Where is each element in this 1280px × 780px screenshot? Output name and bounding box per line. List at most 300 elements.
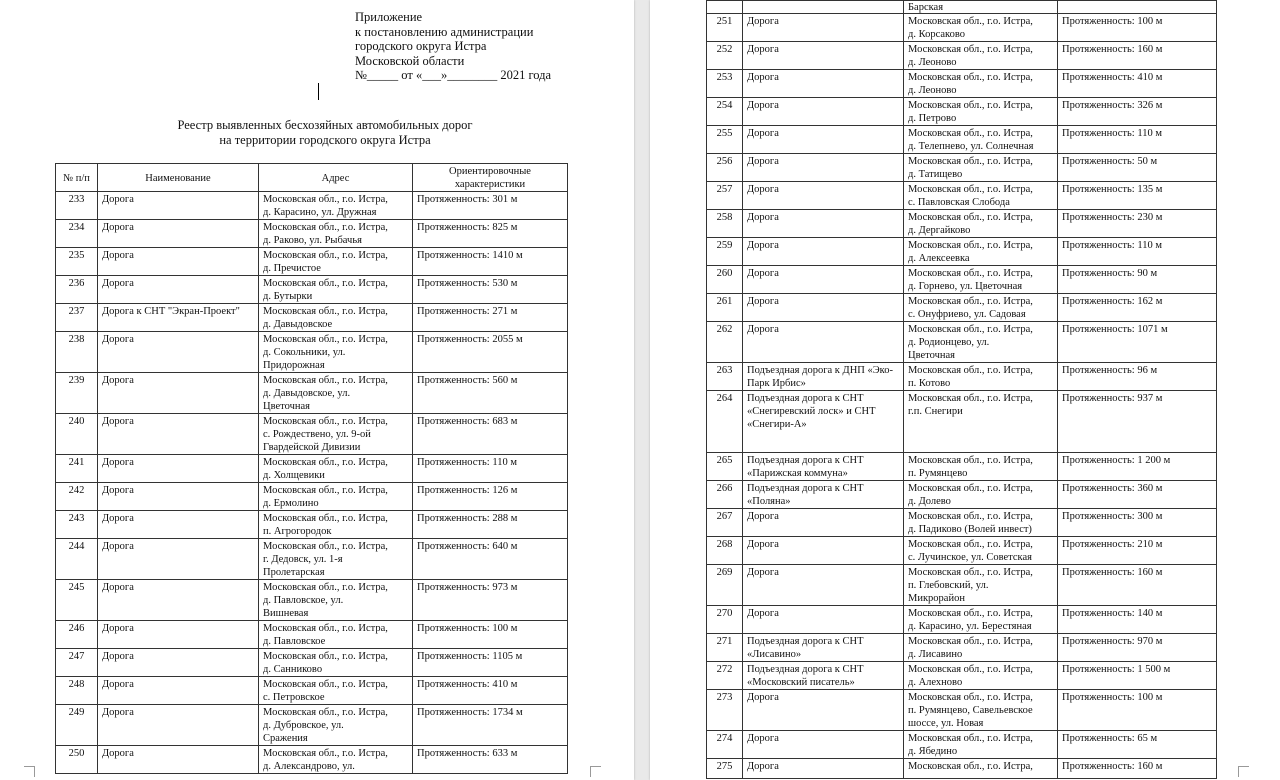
road-name-text: Дорога (747, 511, 779, 522)
table-row (56, 304, 568, 332)
header-line: №_____ от «___»________ 2021 года (355, 68, 552, 82)
table-cell (1058, 1, 1217, 14)
road-length-text: Протяженность: 360 м (1062, 483, 1163, 494)
road-name (98, 621, 259, 649)
road-name (743, 565, 904, 606)
address-line: Московская обл., г.о. Истра, (908, 692, 1033, 703)
road-address (904, 537, 1058, 565)
road-length (1058, 154, 1217, 182)
address-line: Московская обл., г.о. Истра, (908, 240, 1033, 251)
road-name-text: Подъездная дорога к СНТ «Московский писатель» (747, 664, 864, 688)
road-length-text: Протяженность: 126 м (417, 485, 518, 496)
road-name (743, 154, 904, 182)
road-address (259, 414, 413, 455)
road-length (1058, 606, 1217, 634)
road-address (259, 511, 413, 539)
address-line: Вишневая (263, 608, 309, 619)
address-line: Московская обл., г.о. Истра, (908, 664, 1033, 675)
road-length-text: Протяженность: 100 м (417, 623, 518, 634)
address-line: Московская обл., г.о. Истра, (263, 222, 388, 233)
road-length-text: Протяженность: 110 м (1062, 128, 1162, 139)
address-line: Московская обл., г.о. Истра, (263, 334, 388, 345)
address-line: п. Котово (908, 378, 951, 389)
address-line: п. Глебовский, ул. (908, 580, 989, 591)
address-line: с. Павловская Слобода (908, 197, 1010, 208)
road-length-text: Протяженность: 301 м (417, 194, 518, 205)
road-name-text: Дорога к СНТ "Экран-Проект" (102, 306, 240, 317)
row-number (707, 565, 743, 606)
road-length (1058, 731, 1217, 759)
road-length-text: Протяженность: 1105 м (417, 651, 523, 662)
road-length-text: Протяженность: 160 м (1062, 44, 1163, 55)
row-number-text: 234 (68, 222, 85, 233)
row-number-text: 265 (716, 455, 733, 466)
road-name (98, 511, 259, 539)
road-address (904, 238, 1058, 266)
address-line: Московская обл., г.о. Истра, (908, 100, 1033, 111)
road-name-text: Дорога (747, 733, 779, 744)
road-length-text: Протяженность: 230 м (1062, 212, 1163, 223)
address-line: д. Карасино, ул. Дружная (263, 207, 377, 218)
address-line: д. Холщевики (263, 470, 325, 481)
address-line: д. Давыдовское (263, 319, 333, 330)
table-row (56, 248, 568, 276)
table-row (707, 14, 1217, 42)
road-length (1058, 509, 1217, 537)
row-number (707, 14, 743, 42)
row-number-text: 264 (716, 393, 733, 404)
road-name-text: Дорога (747, 539, 779, 550)
address-line: д. Телепнево, ул. Солнечная (908, 141, 1034, 152)
row-number-text: 244 (68, 541, 85, 552)
road-length (1058, 565, 1217, 606)
row-number-text: 270 (716, 608, 733, 619)
row-number-text: 275 (716, 761, 733, 772)
row-number-text: 274 (716, 733, 733, 744)
road-length-text: Протяженность: 937 м (1062, 393, 1163, 404)
address-line: Московская обл., г.о. Истра, (908, 608, 1033, 619)
address-line: д. Горнево, ул. Цветочная (908, 281, 1023, 292)
address-line: Московская обл., г.о. Истра, (263, 485, 388, 496)
road-length-text: Протяженность: 326 м (1062, 100, 1163, 111)
road-name-text: Дорога (102, 651, 134, 662)
road-address (904, 509, 1058, 537)
table-row (707, 453, 1217, 481)
table-row (56, 705, 568, 746)
address-line: д. Корсаково (908, 29, 965, 40)
address-line: Московская обл., г.о. Истра, (263, 194, 388, 205)
road-name-text: Дорога (102, 416, 134, 427)
road-address (904, 565, 1058, 606)
header-line: городского округа Истра (355, 39, 487, 53)
registry-table-left (55, 163, 568, 774)
road-address (259, 746, 413, 774)
row-number-text: 261 (716, 296, 733, 307)
road-length-text: Протяженность: 1734 м (417, 707, 523, 718)
row-number-text: 253 (716, 72, 733, 83)
road-name-text: Дорога (102, 582, 134, 593)
row-number-text: 263 (716, 365, 733, 376)
row-number (707, 98, 743, 126)
row-number (707, 731, 743, 759)
road-address (259, 539, 413, 580)
road-name (743, 363, 904, 391)
road-length-text: Протяженность: 90 м (1062, 268, 1158, 279)
address-line: Московская обл., г.о. Истра, (908, 184, 1033, 195)
road-length-text: Протяженность: 410 м (1062, 72, 1163, 83)
address-line: с. Лучинское, ул. Советская (908, 552, 1032, 563)
address-line: д. Родионцево, ул. (908, 337, 990, 348)
address-line: Московская обл., г.о. Истра, (908, 212, 1033, 223)
road-name-text: Дорога (747, 128, 779, 139)
appendix-header (355, 10, 551, 83)
table-row (707, 42, 1217, 70)
road-name (743, 70, 904, 98)
road-length-text: Протяженность: 300 м (1062, 511, 1163, 522)
road-name (743, 662, 904, 690)
road-length-text: Протяженность: 683 м (417, 416, 518, 427)
road-name (98, 304, 259, 332)
row-number (707, 363, 743, 391)
continued-fragment: Барская (908, 2, 944, 13)
road-length (413, 649, 568, 677)
table-row (56, 649, 568, 677)
road-length-text: Протяженность: 160 м (1062, 567, 1163, 578)
road-name-text: Подъездная дорога к СНТ «Снегиревский лоск» и СНТ «Снегири-А» (747, 393, 876, 430)
address-line: Московская обл., г.о. Истра, (263, 748, 388, 759)
road-name-text: Дорога (747, 16, 779, 27)
address-line: Цветочная (908, 350, 955, 361)
row-number (56, 414, 98, 455)
row-number-text: 262 (716, 324, 733, 335)
road-name-text: Дорога (102, 485, 134, 496)
road-address (259, 455, 413, 483)
road-name (98, 276, 259, 304)
road-name-text: Дорога (747, 567, 779, 578)
road-length-text: Протяженность: 100 м (1062, 692, 1163, 703)
road-address (904, 690, 1058, 731)
table-row (707, 606, 1217, 634)
road-address (259, 580, 413, 621)
road-length-text: Протяженность: 288 м (417, 513, 518, 524)
row-number-text: 257 (716, 184, 733, 195)
road-name (743, 634, 904, 662)
header-line: к постановлению администрации (355, 24, 534, 39)
row-number-text: 241 (68, 457, 85, 468)
road-address (904, 481, 1058, 509)
row-number (707, 238, 743, 266)
row-number-text: 252 (716, 44, 733, 55)
address-line: д. Ермолино (263, 498, 319, 509)
row-number-text: 239 (68, 375, 85, 386)
row-number (707, 154, 743, 182)
road-name (98, 414, 259, 455)
road-length (413, 304, 568, 332)
row-number-text: 258 (716, 212, 733, 223)
address-line: д. Давыдовское, ул. (263, 388, 351, 399)
text-cursor[interactable] (318, 83, 319, 100)
table-row (707, 182, 1217, 210)
road-length-text: Протяженность: 140 м (1062, 608, 1163, 619)
row-number (707, 537, 743, 565)
address-line: д. Раково, ул. Рыбачья (263, 235, 362, 246)
road-length-text: Протяженность: 96 м (1062, 365, 1158, 376)
road-length (413, 677, 568, 705)
road-length-text: Протяженность: 560 м (417, 375, 518, 386)
road-length (413, 483, 568, 511)
road-name (743, 322, 904, 363)
address-line: шоссе, ул. Новая (908, 718, 984, 729)
road-name (98, 677, 259, 705)
road-length-text: Протяженность: 110 м (1062, 240, 1162, 251)
address-line: Московская обл., г.о. Истра, (908, 324, 1033, 335)
table-cell (904, 1, 1058, 14)
address-line: Гвардейской Дивизии (263, 442, 361, 453)
address-line: Московская обл., г.о. Истра, (908, 733, 1033, 744)
road-name-text: Подъездная дорога к СНТ «Лисавино» (747, 636, 864, 660)
table-row (56, 455, 568, 483)
road-address (904, 322, 1058, 363)
row-number-text: 233 (68, 194, 85, 205)
road-address (904, 154, 1058, 182)
address-line: д. Леоново (908, 57, 957, 68)
road-name-text: Дорога (747, 324, 779, 335)
row-number (707, 210, 743, 238)
row-number (707, 634, 743, 662)
road-address (904, 126, 1058, 154)
row-number-text: 272 (716, 664, 733, 675)
road-name-text: Дорога (747, 296, 779, 307)
row-number (707, 391, 743, 453)
table-row (707, 322, 1217, 363)
address-line: п. Румянцево, Савельевское (908, 705, 1033, 716)
row-number (707, 266, 743, 294)
road-length (413, 705, 568, 746)
road-length (1058, 634, 1217, 662)
row-number-text: 269 (716, 567, 733, 578)
road-length (1058, 210, 1217, 238)
address-line: Московская обл., г.о. Истра, (263, 623, 388, 634)
road-length-text: Протяженность: 530 м (417, 278, 518, 289)
road-length-text: Протяженность: 825 м (417, 222, 518, 233)
road-name-text: Дорога (747, 100, 779, 111)
address-line: Московская обл., г.о. Истра, (908, 44, 1033, 55)
road-name (743, 690, 904, 731)
road-name (743, 481, 904, 509)
road-length (1058, 238, 1217, 266)
road-name (98, 373, 259, 414)
road-address (904, 731, 1058, 759)
road-address (259, 373, 413, 414)
road-address (259, 332, 413, 373)
table-row (707, 634, 1217, 662)
row-number-text: 243 (68, 513, 85, 524)
road-name (743, 266, 904, 294)
address-line: д. Александрово, ул. (263, 761, 355, 772)
road-length-text: Протяженность: 410 м (417, 679, 518, 690)
row-number (707, 481, 743, 509)
table-cell (707, 1, 743, 14)
road-length (1058, 42, 1217, 70)
row-number-text: 266 (716, 483, 733, 494)
road-length (413, 580, 568, 621)
road-name (743, 126, 904, 154)
road-name (743, 537, 904, 565)
row-number-text: 247 (68, 651, 85, 662)
address-line: Сражения (263, 733, 308, 744)
road-length-text: Протяженность: 135 м (1062, 184, 1163, 195)
address-line: Московская обл., г.о. Истра, (263, 306, 388, 317)
address-line: д. Ябедино (908, 746, 958, 757)
table-row (707, 126, 1217, 154)
address-line: д. Алексеевка (908, 253, 970, 264)
road-address (259, 483, 413, 511)
address-line: г. Дедовск, ул. 1-я (263, 554, 343, 565)
row-number (707, 42, 743, 70)
address-line: д. Сокольники, ул. (263, 347, 346, 358)
road-address (904, 70, 1058, 98)
address-line: Московская обл., г.о. Истра, (908, 761, 1033, 772)
road-length-text: Протяженность: 160 м (1062, 761, 1163, 772)
row-number-text: 251 (716, 16, 733, 27)
table-row (707, 238, 1217, 266)
road-name-text: Дорога (102, 250, 134, 261)
road-name-text: Дорога (747, 761, 779, 772)
address-line: п. Агрогородок (263, 526, 332, 537)
road-length (1058, 322, 1217, 363)
table-row (56, 483, 568, 511)
row-number-text: 238 (68, 334, 85, 345)
table-row (56, 511, 568, 539)
header-name: Наименование (98, 164, 259, 192)
road-length-text: Протяженность: 1410 м (417, 250, 523, 261)
road-length (413, 276, 568, 304)
road-length (413, 539, 568, 580)
road-address (904, 363, 1058, 391)
road-name-text: Подъездная дорога к СНТ «Поляна» (747, 483, 864, 507)
road-length-text: Протяженность: 1071 м (1062, 324, 1168, 335)
address-line: Цветочная (263, 401, 310, 412)
road-name-text: Дорога (102, 623, 134, 634)
title-line: Реестр выявленных бесхозяйных автомобильных дорог (177, 118, 473, 132)
road-length (413, 414, 568, 455)
header-line: Московской области (355, 53, 465, 68)
row-number-text: 249 (68, 707, 85, 718)
road-name (98, 483, 259, 511)
row-number (56, 276, 98, 304)
road-name-text: Дорога (102, 278, 134, 289)
road-length (1058, 266, 1217, 294)
road-length (413, 455, 568, 483)
header-characteristics: Ориентировочные характеристики (413, 164, 568, 192)
road-address (904, 606, 1058, 634)
table-row (707, 731, 1217, 759)
address-line: Московская обл., г.о. Истра, (263, 375, 388, 386)
address-line: Московская обл., г.о. Истра, (263, 250, 388, 261)
address-line: Московская обл., г.о. Истра, (263, 278, 388, 289)
row-number (707, 182, 743, 210)
table-row (707, 98, 1217, 126)
address-line: д. Пречистое (263, 263, 321, 274)
road-name (98, 332, 259, 373)
header-address: Адрес (259, 164, 413, 192)
row-number (56, 746, 98, 774)
address-line: Московская обл., г.о. Истра, (263, 651, 388, 662)
row-number-text: 235 (68, 250, 85, 261)
address-line: с. Петровское (263, 692, 325, 703)
row-number (707, 322, 743, 363)
row-number (707, 509, 743, 537)
road-name (743, 98, 904, 126)
road-length (413, 248, 568, 276)
road-length (413, 621, 568, 649)
address-line: Московская обл., г.о. Истра, (263, 513, 388, 524)
road-length-text: Протяженность: 162 м (1062, 296, 1163, 307)
row-number-text: 260 (716, 268, 733, 279)
road-name-text: Дорога (747, 240, 779, 251)
road-name-text: Дорога (102, 375, 134, 386)
row-number (56, 649, 98, 677)
table-row (707, 154, 1217, 182)
address-line: Микрорайон (908, 593, 965, 604)
road-length (1058, 759, 1217, 779)
document-title (60, 118, 590, 148)
road-length (413, 220, 568, 248)
row-number (56, 373, 98, 414)
road-length-text: Протяженность: 2055 м (417, 334, 523, 345)
row-number-text: 237 (68, 306, 85, 317)
document-page-left (0, 0, 634, 780)
road-address (904, 634, 1058, 662)
row-number (707, 126, 743, 154)
address-line: Московская обл., г.о. Истра, (908, 636, 1033, 647)
table-row (707, 391, 1217, 453)
road-name (98, 455, 259, 483)
address-line: Московская обл., г.о. Истра, (908, 156, 1033, 167)
road-name-text: Дорога (747, 608, 779, 619)
road-length (1058, 662, 1217, 690)
row-number-text: 245 (68, 582, 85, 593)
row-number (707, 606, 743, 634)
row-number-text: 248 (68, 679, 85, 690)
row-number-text: 250 (68, 748, 85, 759)
road-address (904, 42, 1058, 70)
address-line: Московская обл., г.о. Истра, (908, 16, 1033, 27)
road-length (1058, 182, 1217, 210)
address-line: д. Бутырки (263, 291, 313, 302)
road-length-text: Протяженность: 970 м (1062, 636, 1163, 647)
road-length-text: Протяженность: 65 м (1062, 733, 1158, 744)
road-length-text: Протяженность: 640 м (417, 541, 518, 552)
road-length (413, 511, 568, 539)
row-number-text: 246 (68, 623, 85, 634)
road-address (259, 220, 413, 248)
road-length-text: Протяженность: 633 м (417, 748, 518, 759)
address-line: д. Павловское, ул. (263, 595, 344, 606)
road-name (98, 580, 259, 621)
row-number (56, 220, 98, 248)
page-corner-mark (1238, 766, 1249, 777)
road-name (98, 705, 259, 746)
address-line: Московская обл., г.о. Истра, (908, 511, 1033, 522)
row-number (56, 248, 98, 276)
address-line: Московская обл., г.о. Истра, (908, 268, 1033, 279)
address-line: Московская обл., г.о. Истра, (908, 393, 1033, 404)
row-number-text: 242 (68, 485, 85, 496)
road-name-text: Дорога (747, 184, 779, 195)
row-number-text: 259 (716, 240, 733, 251)
road-name-text: Дорога (747, 268, 779, 279)
